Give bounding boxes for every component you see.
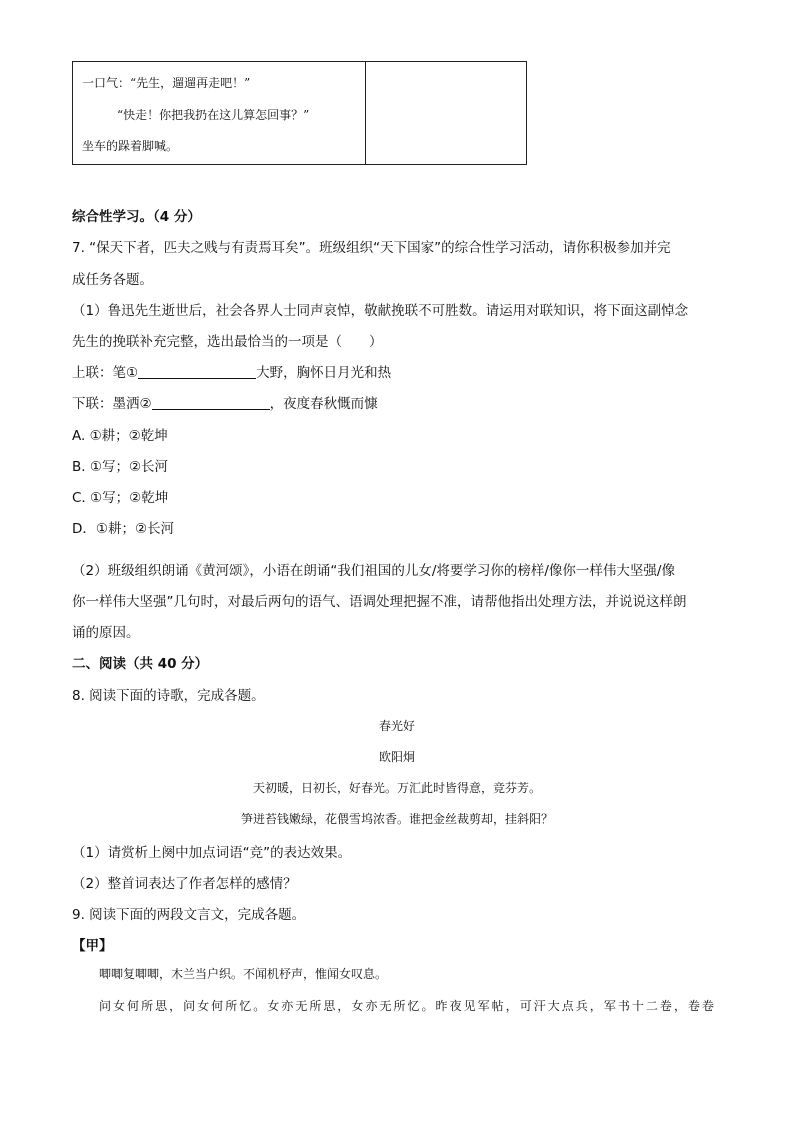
q7-part2-line3: 诵的原因。: [72, 625, 140, 641]
blank-1: [138, 364, 256, 379]
q7-intro-line2: 成任务各题。: [72, 272, 153, 288]
blank-2: [152, 395, 270, 410]
option-c: C. ①写；②乾坤: [72, 490, 169, 506]
couplet-lower: [72, 392, 378, 412]
q8-intro: 8. 阅读下面的诗歌，完成各题。: [72, 688, 265, 704]
poem-author: 欧阳炯: [378, 750, 415, 764]
q7-part1-line1: （1）鲁迅先生逝世后，社会各界人士同声哀悼，敬献挽联不可胜数。请运用对联知识，将下面这副悼念: [72, 303, 689, 319]
poem-line-2: 笋迸苔钱嫩绿，花偎雪坞浓香。谁把金丝裁剪却，挂斜阳？: [240, 812, 553, 826]
couplet-upper-prefix: 上联：笔①: [72, 365, 139, 381]
dialogue-table: [72, 61, 527, 165]
q7-intro-line1: 7. “保天下者，匹夫之贱与有责焉耳矣”。班级组织“天下国家”的综合性学习活动，请你积极参加并完: [72, 240, 671, 256]
q7-part2-line2: 你一样伟大坚强”几句时，对最后两句的语气、语调处理把握不准，请帮他指出处理方法，并说说这样朗: [72, 594, 687, 610]
mulan-line-2: 问女何所思，问女何所忆。女亦无所思，女亦无所忆。昨夜见军帖，可汗大点兵，军书十二卷，卷卷: [99, 999, 714, 1013]
q8-sub2: （2）整首词表达了作者怎样的感情？: [72, 876, 297, 892]
option-a: A. ①耕；②乾坤: [72, 428, 168, 444]
section-heading-reading: 二、阅读（共 40 分）: [72, 656, 209, 672]
poem-title: 春光好: [378, 719, 415, 733]
q7-part1-line2: 先生的挽联补充完整，选出最恰当的一项是（ ）: [72, 334, 383, 350]
option-d: D．①耕；②长河: [72, 521, 175, 537]
option-b: B. ①写；②长河: [72, 459, 169, 475]
table-line-3: 坐车的跺着脚喊。: [82, 139, 179, 153]
q9-intro: 9. 阅读下面的两段文言文，完成各题。: [72, 907, 306, 923]
poem-line-1: 天初暖，日初长，好春光。万汇此时皆得意，竞芬芳。: [252, 781, 541, 795]
couplet-lower-suffix: ，夜度春秋慨而慷: [269, 396, 378, 412]
section-heading-comprehensive: 综合性学习。（4 分）: [72, 209, 201, 225]
q8-sub1: （1）请赏析上阕中加点词语“竞”的表达效果。: [72, 845, 352, 861]
table-divider: [365, 62, 366, 164]
label-jia: 【甲】: [72, 938, 113, 954]
table-line-1: 一口气：“先生，遛遛再走吧！”: [82, 76, 251, 90]
table-line-2: “快走！你把我扔在这儿算怎回事？”: [117, 108, 310, 122]
couplet-upper: [72, 361, 391, 381]
couplet-upper-suffix: 大野，胸怀日月光和热: [256, 365, 392, 381]
mulan-line-1: 唧唧复唧唧，木兰当户织。不闻机杼声，惟闻女叹息。: [99, 967, 388, 981]
q7-part2-line1: （2）班级组织朗诵《黄河颂》，小语在朗诵“我们祖国的儿女/将要学习你的榜样/像你一样伟大坚强/像: [72, 563, 675, 579]
couplet-lower-prefix: 下联：墨洒②: [72, 396, 152, 412]
